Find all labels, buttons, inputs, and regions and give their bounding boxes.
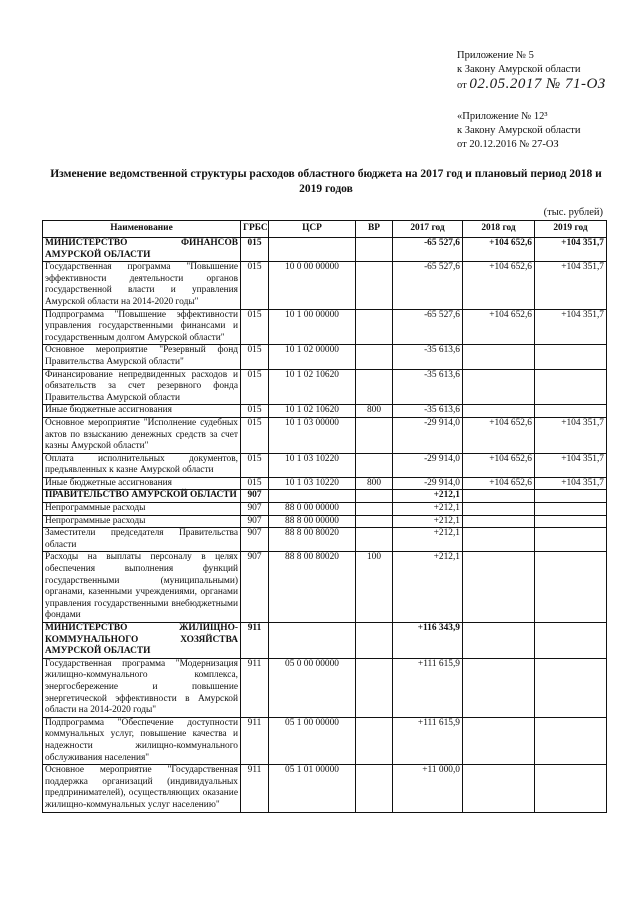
table-row	[43, 345, 607, 369]
cell-vr	[356, 515, 393, 528]
cell-2019	[535, 490, 607, 503]
cell-2019	[535, 503, 607, 516]
cell-name: ПРАВИТЕЛЬСТВО АМУРСКОЙ ОБЛАСТИ	[43, 490, 241, 503]
cell-2017: -65 527,6	[393, 238, 463, 262]
cell-name: Основное мероприятие "Государственная поддержка организаций (индивидуальных предпринимателей), осуществляющих оказание жилищно-коммунальных услуг населению"	[43, 765, 241, 812]
cell-name: Подпрограмма "Обеспечение доступности коммунальных услуг, повышение качества и надежности жилищно-коммунального обслуживания населения"	[43, 717, 241, 764]
cell-csr: 05 1 00 00000	[269, 717, 356, 764]
table-row	[43, 515, 607, 528]
cell-2019: +104 351,7	[535, 417, 607, 453]
appendix-5-date-prefix: от	[457, 80, 467, 91]
cell-csr: 05 1 01 00000	[269, 765, 356, 812]
table-row	[43, 453, 607, 477]
cell-csr: 10 1 00 00000	[269, 309, 356, 345]
cell-grbs: 015	[241, 477, 269, 490]
appendix-5-block	[457, 49, 606, 93]
cell-2017: +212,1	[393, 515, 463, 528]
cell-2019: +104 351,7	[535, 453, 607, 477]
cell-2017: -29 914,0	[393, 477, 463, 490]
cell-grbs: 015	[241, 309, 269, 345]
cell-grbs: 015	[241, 238, 269, 262]
document-title: Изменение ведомственной структуры расходов областного бюджета на 2017 год и плановый период 2018 и 2019 годов	[50, 168, 602, 195]
cell-2018	[463, 503, 535, 516]
table-row	[43, 503, 607, 516]
cell-csr: 10 1 03 10220	[269, 453, 356, 477]
budget-table	[42, 220, 607, 813]
table-row	[43, 552, 607, 623]
cell-2019	[535, 658, 607, 717]
cell-2017: +212,1	[393, 490, 463, 503]
cell-2019	[535, 405, 607, 418]
cell-name: Подпрограмма "Повышение эффективности управления государственными финансами и государственным долгом Амурской области"	[43, 309, 241, 345]
cell-2017: -29 914,0	[393, 417, 463, 453]
cell-2018	[463, 623, 535, 659]
col-header-csr: ЦСР	[269, 221, 356, 238]
cell-2019	[535, 623, 607, 659]
cell-name: Основное мероприятие "Исполнение судебных актов по взысканию денежных средств за счет казны Амурской области"	[43, 417, 241, 453]
cell-grbs: 911	[241, 717, 269, 764]
cell-vr	[356, 658, 393, 717]
cell-name: Государственная программа "Модернизация жилищно-коммунального комплекса, энергосбережение и повышение энергетической эффективности в Амурской области на 2014-2020 годы"	[43, 658, 241, 717]
cell-grbs: 015	[241, 369, 269, 405]
cell-grbs: 015	[241, 405, 269, 418]
cell-2018: +104 652,6	[463, 417, 535, 453]
cell-grbs: 015	[241, 262, 269, 309]
cell-csr: 88 8 00 80020	[269, 552, 356, 623]
cell-csr: 10 1 03 00000	[269, 417, 356, 453]
cell-2017: +212,1	[393, 528, 463, 552]
cell-vr	[356, 262, 393, 309]
cell-2019: +104 351,7	[535, 238, 607, 262]
cell-vr	[356, 345, 393, 369]
table-row	[43, 477, 607, 490]
cell-2017: -35 613,6	[393, 405, 463, 418]
cell-vr	[356, 369, 393, 405]
cell-vr	[356, 238, 393, 262]
table-row	[43, 262, 607, 309]
cell-grbs: 015	[241, 453, 269, 477]
appendix-5-date-line	[457, 77, 606, 93]
cell-2017: +212,1	[393, 552, 463, 623]
table-row	[43, 238, 607, 262]
cell-name: МИНИСТЕРСТВО ФИНАНСОВ АМУРСКОЙ ОБЛАСТИ	[43, 238, 241, 262]
cell-2017: -65 527,6	[393, 262, 463, 309]
cell-2018: +104 652,6	[463, 477, 535, 490]
cell-csr: 10 1 02 10620	[269, 405, 356, 418]
cell-2019	[535, 369, 607, 405]
cell-2018	[463, 528, 535, 552]
cell-vr	[356, 309, 393, 345]
cell-2017: -35 613,6	[393, 369, 463, 405]
cell-2018	[463, 490, 535, 503]
cell-vr	[356, 490, 393, 503]
appendix-12-date: от 20.12.2016 № 27-ОЗ	[457, 139, 559, 150]
cell-2017: +11 000,0	[393, 765, 463, 812]
cell-name: Расходы на выплаты персоналу в целях обеспечения выполнения функций государственными (муниципальными) органами, казенными учреждениями, органами управления государственными внебюджетными фондами	[43, 552, 241, 623]
cell-2017: +111 615,9	[393, 717, 463, 764]
table-row	[43, 717, 607, 764]
table-row	[43, 369, 607, 405]
cell-name: Иные бюджетные ассигнования	[43, 477, 241, 490]
cell-vr	[356, 528, 393, 552]
cell-2018: +104 652,6	[463, 262, 535, 309]
cell-vr	[356, 453, 393, 477]
cell-grbs: 911	[241, 765, 269, 812]
table-row	[43, 765, 607, 812]
cell-grbs: 907	[241, 515, 269, 528]
cell-csr: 10 0 00 00000	[269, 262, 356, 309]
cell-2019	[535, 345, 607, 369]
col-header-2017: 2017 год	[393, 221, 463, 238]
cell-vr: 800	[356, 405, 393, 418]
table-body	[43, 238, 607, 813]
cell-grbs: 907	[241, 503, 269, 516]
cell-2017: -65 527,6	[393, 309, 463, 345]
cell-2017: +111 615,9	[393, 658, 463, 717]
cell-vr: 800	[356, 477, 393, 490]
cell-2017: +212,1	[393, 503, 463, 516]
table-row	[43, 417, 607, 453]
cell-2018	[463, 717, 535, 764]
col-header-name: Наименование	[43, 221, 241, 238]
cell-2018	[463, 552, 535, 623]
cell-grbs: 911	[241, 658, 269, 717]
cell-csr: 88 8 00 00000	[269, 515, 356, 528]
col-header-2019: 2019 год	[535, 221, 607, 238]
cell-csr: 10 1 03 10220	[269, 477, 356, 490]
cell-2018	[463, 369, 535, 405]
cell-2017: -35 613,6	[393, 345, 463, 369]
appendix-5-law-ref: к Закону Амурской области	[457, 64, 581, 75]
cell-2018	[463, 765, 535, 812]
cell-2018: +104 652,6	[463, 238, 535, 262]
cell-csr: 88 0 00 00000	[269, 503, 356, 516]
cell-2019: +104 351,7	[535, 309, 607, 345]
cell-name: Основное мероприятие "Резервный фонд Правительства Амурской области"	[43, 345, 241, 369]
cell-2018: +104 652,6	[463, 453, 535, 477]
cell-grbs: 907	[241, 528, 269, 552]
appendix-12-block	[457, 110, 581, 152]
table-row	[43, 309, 607, 345]
table-row	[43, 623, 607, 659]
cell-2018	[463, 345, 535, 369]
cell-vr	[356, 765, 393, 812]
cell-vr	[356, 623, 393, 659]
cell-grbs: 911	[241, 623, 269, 659]
units-label: (тыс. рублей)	[543, 207, 603, 218]
cell-2019	[535, 528, 607, 552]
cell-2019	[535, 717, 607, 764]
appendix-5-number: Приложение № 5	[457, 50, 534, 61]
col-header-2018: 2018 год	[463, 221, 535, 238]
cell-vr	[356, 717, 393, 764]
cell-vr	[356, 503, 393, 516]
cell-csr: 88 8 00 80020	[269, 528, 356, 552]
col-header-grbs: ГРБС	[241, 221, 269, 238]
table-row	[43, 658, 607, 717]
cell-2017: +116 343,9	[393, 623, 463, 659]
cell-2018	[463, 658, 535, 717]
cell-vr	[356, 417, 393, 453]
cell-csr: 10 1 02 10620	[269, 369, 356, 405]
table-row	[43, 490, 607, 503]
cell-name: Непрограммные расходы	[43, 503, 241, 516]
cell-2019	[535, 515, 607, 528]
cell-csr: 10 1 02 00000	[269, 345, 356, 369]
cell-2019	[535, 552, 607, 623]
cell-name: МИНИСТЕРСТВО ЖИЛИЩНО-КОММУНАЛЬНОГО ХОЗЯЙСТВА АМУРСКОЙ ОБЛАСТИ	[43, 623, 241, 659]
appendix-12-number: «Приложение № 12³	[457, 111, 548, 122]
cell-2018: +104 652,6	[463, 309, 535, 345]
col-header-vr: ВР	[356, 221, 393, 238]
handwritten-date-number: 02.05.2017 № 71-ОЗ	[469, 76, 606, 92]
cell-csr	[269, 238, 356, 262]
cell-csr	[269, 490, 356, 503]
appendix-12-law-ref: к Закону Амурской области	[457, 125, 581, 136]
cell-name: Финансирование непредвиденных расходов и обязательств за счет резервного фонда Правительства Амурской области	[43, 369, 241, 405]
cell-csr: 05 0 00 00000	[269, 658, 356, 717]
cell-grbs: 015	[241, 417, 269, 453]
cell-2019: +104 351,7	[535, 262, 607, 309]
table-row	[43, 528, 607, 552]
cell-name: Оплата исполнительных документов, предъявленных к казне Амурской области	[43, 453, 241, 477]
table-row	[43, 405, 607, 418]
cell-grbs: 015	[241, 345, 269, 369]
cell-vr: 100	[356, 552, 393, 623]
cell-name: Государственная программа "Повышение эффективности деятельности органов государственной власти и управления Амурской области на 2014-2020 годы"	[43, 262, 241, 309]
cell-name: Непрограммные расходы	[43, 515, 241, 528]
cell-csr	[269, 623, 356, 659]
table-header-row	[43, 221, 607, 238]
cell-2017: -29 914,0	[393, 453, 463, 477]
cell-2018	[463, 515, 535, 528]
cell-2019	[535, 765, 607, 812]
cell-name: Заместители председателя Правительства области	[43, 528, 241, 552]
cell-2018	[463, 405, 535, 418]
cell-grbs: 907	[241, 552, 269, 623]
cell-grbs: 907	[241, 490, 269, 503]
cell-name: Иные бюджетные ассигнования	[43, 405, 241, 418]
cell-2019: +104 351,7	[535, 477, 607, 490]
